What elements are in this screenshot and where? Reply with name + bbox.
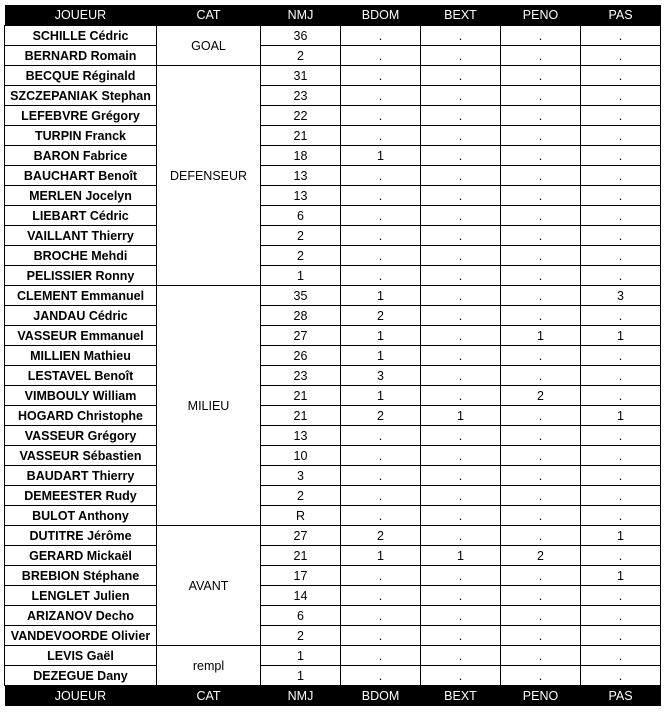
- player-name: LESTAVEL Benoît: [5, 366, 157, 386]
- nmj-cell: 27: [261, 526, 341, 546]
- pas-cell: .: [581, 66, 661, 86]
- pas-cell: .: [581, 506, 661, 526]
- nmj-cell: 6: [261, 206, 341, 226]
- bdom-cell: .: [341, 606, 421, 626]
- pas-cell: .: [581, 606, 661, 626]
- peno-cell: .: [501, 466, 581, 486]
- nmj-cell: 21: [261, 406, 341, 426]
- pas-cell: .: [581, 646, 661, 666]
- player-name: BROCHE Mehdi: [5, 246, 157, 266]
- nmj-cell: 23: [261, 86, 341, 106]
- peno-cell: .: [501, 666, 581, 686]
- player-row: [5, 666, 661, 686]
- nmj-cell: 23: [261, 366, 341, 386]
- bdom-cell: .: [341, 506, 421, 526]
- peno-cell: .: [501, 266, 581, 286]
- pas-cell: .: [581, 246, 661, 266]
- player-name: BARON Fabrice: [5, 146, 157, 166]
- player-name: BECQUE Réginald: [5, 66, 157, 86]
- header-row-bottom: [5, 686, 661, 707]
- bdom-cell: .: [341, 226, 421, 246]
- nmj-cell: 26: [261, 346, 341, 366]
- bdom-cell: .: [341, 186, 421, 206]
- player-name: MERLEN Jocelyn: [5, 186, 157, 206]
- player-row: [5, 246, 661, 266]
- peno-cell: .: [501, 226, 581, 246]
- bext-cell: .: [421, 246, 501, 266]
- player-row: [5, 346, 661, 366]
- pas-cell: .: [581, 306, 661, 326]
- header-nmj: NMJ: [261, 5, 341, 26]
- nmj-cell: 1: [261, 266, 341, 286]
- player-name: DEMEESTER Rudy: [5, 486, 157, 506]
- player-name: GERARD Mickaël: [5, 546, 157, 566]
- bdom-cell: 3: [341, 366, 421, 386]
- bdom-cell: 1: [341, 386, 421, 406]
- category-cell: rempl: [157, 646, 261, 686]
- player-name: DEZEGUE Dany: [5, 666, 157, 686]
- bdom-cell: .: [341, 666, 421, 686]
- pas-cell: .: [581, 46, 661, 66]
- bdom-cell: .: [341, 126, 421, 146]
- peno-cell: .: [501, 626, 581, 646]
- player-stats-table: [4, 5, 661, 706]
- player-name: VIMBOULY William: [5, 386, 157, 406]
- player-row: [5, 506, 661, 526]
- peno-cell: 1: [501, 326, 581, 346]
- bext-cell: .: [421, 586, 501, 606]
- bdom-cell: .: [341, 626, 421, 646]
- peno-cell: .: [501, 186, 581, 206]
- player-row: [5, 546, 661, 566]
- bdom-cell: 2: [341, 526, 421, 546]
- peno-cell: .: [501, 126, 581, 146]
- bext-cell: .: [421, 646, 501, 666]
- player-name: LEFEBVRE Grégory: [5, 106, 157, 126]
- category-cell: MILIEU: [157, 286, 261, 526]
- bdom-cell: .: [341, 266, 421, 286]
- bext-cell: .: [421, 366, 501, 386]
- player-row: [5, 106, 661, 126]
- nmj-cell: 36: [261, 26, 341, 46]
- nmj-cell: 2: [261, 46, 341, 66]
- pas-cell: .: [581, 126, 661, 146]
- bext-cell: .: [421, 486, 501, 506]
- nmj-cell: 2: [261, 246, 341, 266]
- nmj-cell: 10: [261, 446, 341, 466]
- peno-cell: .: [501, 526, 581, 546]
- player-row: [5, 46, 661, 66]
- bext-cell: .: [421, 166, 501, 186]
- bdom-cell: .: [341, 66, 421, 86]
- bext-cell: .: [421, 326, 501, 346]
- player-name: SCHILLE Cédric: [5, 26, 157, 46]
- nmj-cell: 1: [261, 666, 341, 686]
- player-row: [5, 86, 661, 106]
- nmj-cell: 3: [261, 466, 341, 486]
- player-name: TURPIN Franck: [5, 126, 157, 146]
- peno-cell: .: [501, 426, 581, 446]
- player-name: ARIZANOV Decho: [5, 606, 157, 626]
- nmj-cell: 13: [261, 186, 341, 206]
- bext-cell: .: [421, 146, 501, 166]
- bext-cell: .: [421, 446, 501, 466]
- player-row: [5, 446, 661, 466]
- bext-cell: .: [421, 266, 501, 286]
- pas-cell: .: [581, 666, 661, 686]
- bdom-cell: .: [341, 246, 421, 266]
- player-row: [5, 386, 661, 406]
- player-name: DUTITRE Jérôme: [5, 526, 157, 546]
- bdom-cell: .: [341, 26, 421, 46]
- player-row: [5, 466, 661, 486]
- pas-cell: .: [581, 106, 661, 126]
- bext-cell: .: [421, 566, 501, 586]
- pas-cell: .: [581, 586, 661, 606]
- pas-cell: .: [581, 146, 661, 166]
- player-row: [5, 26, 661, 46]
- bdom-cell: .: [341, 586, 421, 606]
- nmj-cell: 21: [261, 546, 341, 566]
- bdom-cell: .: [341, 646, 421, 666]
- pas-cell: 3: [581, 286, 661, 306]
- player-name: BAUDART Thierry: [5, 466, 157, 486]
- footer-nmj: NMJ: [261, 686, 341, 707]
- player-name: LIEBART Cédric: [5, 206, 157, 226]
- player-row: [5, 406, 661, 426]
- player-name: VASSEUR Grégory: [5, 426, 157, 446]
- peno-cell: .: [501, 106, 581, 126]
- header-peno: PENO: [501, 5, 581, 26]
- player-name: MILLIEN Mathieu: [5, 346, 157, 366]
- bext-cell: .: [421, 466, 501, 486]
- nmj-cell: 35: [261, 286, 341, 306]
- footer-bext: BEXT: [421, 686, 501, 707]
- bext-cell: .: [421, 386, 501, 406]
- player-row: [5, 526, 661, 546]
- header-pas: PAS: [581, 5, 661, 26]
- peno-cell: .: [501, 406, 581, 426]
- player-row: [5, 66, 661, 86]
- peno-cell: .: [501, 586, 581, 606]
- bdom-cell: .: [341, 166, 421, 186]
- bext-cell: .: [421, 526, 501, 546]
- peno-cell: .: [501, 206, 581, 226]
- peno-cell: .: [501, 606, 581, 626]
- bdom-cell: 1: [341, 346, 421, 366]
- bext-cell: .: [421, 126, 501, 146]
- nmj-cell: 2: [261, 626, 341, 646]
- player-name: PELISSIER Ronny: [5, 266, 157, 286]
- header-row-top: [5, 5, 661, 26]
- peno-cell: .: [501, 646, 581, 666]
- nmj-cell: 17: [261, 566, 341, 586]
- nmj-cell: 2: [261, 226, 341, 246]
- player-name: BAUCHART Benoît: [5, 166, 157, 186]
- nmj-cell: 22: [261, 106, 341, 126]
- bdom-cell: 2: [341, 406, 421, 426]
- peno-cell: .: [501, 486, 581, 506]
- peno-cell: .: [501, 86, 581, 106]
- nmj-cell: 1: [261, 646, 341, 666]
- player-row: [5, 166, 661, 186]
- peno-cell: 2: [501, 386, 581, 406]
- bdom-cell: .: [341, 86, 421, 106]
- bdom-cell: .: [341, 566, 421, 586]
- peno-cell: .: [501, 166, 581, 186]
- nmj-cell: 14: [261, 586, 341, 606]
- player-row: [5, 626, 661, 646]
- nmj-cell: 13: [261, 426, 341, 446]
- peno-cell: .: [501, 506, 581, 526]
- player-row: [5, 226, 661, 246]
- pas-cell: 1: [581, 406, 661, 426]
- player-name: BULOT Anthony: [5, 506, 157, 526]
- player-name: SZCZEPANIAK Stephan: [5, 86, 157, 106]
- bext-cell: .: [421, 26, 501, 46]
- pas-cell: .: [581, 486, 661, 506]
- player-row: [5, 366, 661, 386]
- bext-cell: .: [421, 106, 501, 126]
- bdom-cell: 1: [341, 546, 421, 566]
- bext-cell: .: [421, 426, 501, 446]
- player-row: [5, 146, 661, 166]
- peno-cell: .: [501, 366, 581, 386]
- pas-cell: .: [581, 266, 661, 286]
- footer-joueur: JOUEUR: [5, 686, 157, 707]
- bdom-cell: 2: [341, 306, 421, 326]
- player-row: [5, 586, 661, 606]
- player-row: [5, 306, 661, 326]
- bext-cell: .: [421, 626, 501, 646]
- player-name: CLEMENT Emmanuel: [5, 286, 157, 306]
- footer-peno: PENO: [501, 686, 581, 707]
- player-row: [5, 486, 661, 506]
- bext-cell: .: [421, 46, 501, 66]
- bext-cell: .: [421, 86, 501, 106]
- bext-cell: .: [421, 226, 501, 246]
- footer-pas: PAS: [581, 686, 661, 707]
- pas-cell: 1: [581, 326, 661, 346]
- nmj-cell: 2: [261, 486, 341, 506]
- pas-cell: .: [581, 626, 661, 646]
- bdom-cell: 1: [341, 326, 421, 346]
- pas-cell: .: [581, 386, 661, 406]
- player-row: [5, 326, 661, 346]
- pas-cell: .: [581, 426, 661, 446]
- bdom-cell: .: [341, 46, 421, 66]
- bdom-cell: .: [341, 106, 421, 126]
- bext-cell: .: [421, 346, 501, 366]
- bext-cell: 1: [421, 546, 501, 566]
- player-row: [5, 426, 661, 446]
- player-name: HOGARD Christophe: [5, 406, 157, 426]
- player-name: BERNARD Romain: [5, 46, 157, 66]
- player-name: JANDAU Cédric: [5, 306, 157, 326]
- player-name: LEVIS Gaël: [5, 646, 157, 666]
- player-row: [5, 266, 661, 286]
- bdom-cell: 1: [341, 286, 421, 306]
- pas-cell: .: [581, 206, 661, 226]
- bext-cell: .: [421, 606, 501, 626]
- pas-cell: 1: [581, 526, 661, 546]
- bdom-cell: .: [341, 466, 421, 486]
- bext-cell: 1: [421, 406, 501, 426]
- pas-cell: .: [581, 186, 661, 206]
- player-name: BREBION Stéphane: [5, 566, 157, 586]
- peno-cell: .: [501, 446, 581, 466]
- category-cell: DEFENSEUR: [157, 66, 261, 286]
- pas-cell: .: [581, 366, 661, 386]
- bdom-cell: .: [341, 206, 421, 226]
- bext-cell: .: [421, 286, 501, 306]
- footer-bdom: BDOM: [341, 686, 421, 707]
- player-name: VAILLANT Thierry: [5, 226, 157, 246]
- peno-cell: 2: [501, 546, 581, 566]
- bext-cell: .: [421, 666, 501, 686]
- peno-cell: .: [501, 26, 581, 46]
- header-cat: CAT: [157, 5, 261, 26]
- peno-cell: .: [501, 286, 581, 306]
- category-cell: AVANT: [157, 526, 261, 646]
- peno-cell: .: [501, 246, 581, 266]
- player-row: [5, 206, 661, 226]
- player-name: VANDEVOORDE Olivier: [5, 626, 157, 646]
- bext-cell: .: [421, 206, 501, 226]
- bext-cell: .: [421, 66, 501, 86]
- nmj-cell: 13: [261, 166, 341, 186]
- nmj-cell: R: [261, 506, 341, 526]
- bext-cell: .: [421, 306, 501, 326]
- footer-cat: CAT: [157, 686, 261, 707]
- peno-cell: .: [501, 46, 581, 66]
- header-bext: BEXT: [421, 5, 501, 26]
- bext-cell: .: [421, 186, 501, 206]
- peno-cell: .: [501, 306, 581, 326]
- nmj-cell: 21: [261, 386, 341, 406]
- player-row: [5, 286, 661, 306]
- nmj-cell: 31: [261, 66, 341, 86]
- nmj-cell: 21: [261, 126, 341, 146]
- pas-cell: 1: [581, 566, 661, 586]
- peno-cell: .: [501, 566, 581, 586]
- bext-cell: .: [421, 506, 501, 526]
- nmj-cell: 28: [261, 306, 341, 326]
- nmj-cell: 27: [261, 326, 341, 346]
- pas-cell: .: [581, 346, 661, 366]
- pas-cell: .: [581, 166, 661, 186]
- player-row: [5, 566, 661, 586]
- player-row: [5, 126, 661, 146]
- nmj-cell: 18: [261, 146, 341, 166]
- pas-cell: .: [581, 86, 661, 106]
- bdom-cell: .: [341, 446, 421, 466]
- bdom-cell: 1: [341, 146, 421, 166]
- player-row: [5, 606, 661, 626]
- player-row: [5, 646, 661, 666]
- pas-cell: .: [581, 446, 661, 466]
- header-bdom: BDOM: [341, 5, 421, 26]
- nmj-cell: 6: [261, 606, 341, 626]
- bdom-cell: .: [341, 486, 421, 506]
- player-name: LENGLET Julien: [5, 586, 157, 606]
- bdom-cell: .: [341, 426, 421, 446]
- pas-cell: .: [581, 226, 661, 246]
- player-name: VASSEUR Sébastien: [5, 446, 157, 466]
- player-row: [5, 186, 661, 206]
- peno-cell: .: [501, 346, 581, 366]
- pas-cell: .: [581, 466, 661, 486]
- pas-cell: .: [581, 26, 661, 46]
- player-rows: [5, 26, 661, 686]
- player-name: VASSEUR Emmanuel: [5, 326, 157, 346]
- peno-cell: .: [501, 66, 581, 86]
- category-cell: GOAL: [157, 26, 261, 66]
- header-joueur: JOUEUR: [5, 5, 157, 26]
- peno-cell: .: [501, 146, 581, 166]
- pas-cell: .: [581, 546, 661, 566]
